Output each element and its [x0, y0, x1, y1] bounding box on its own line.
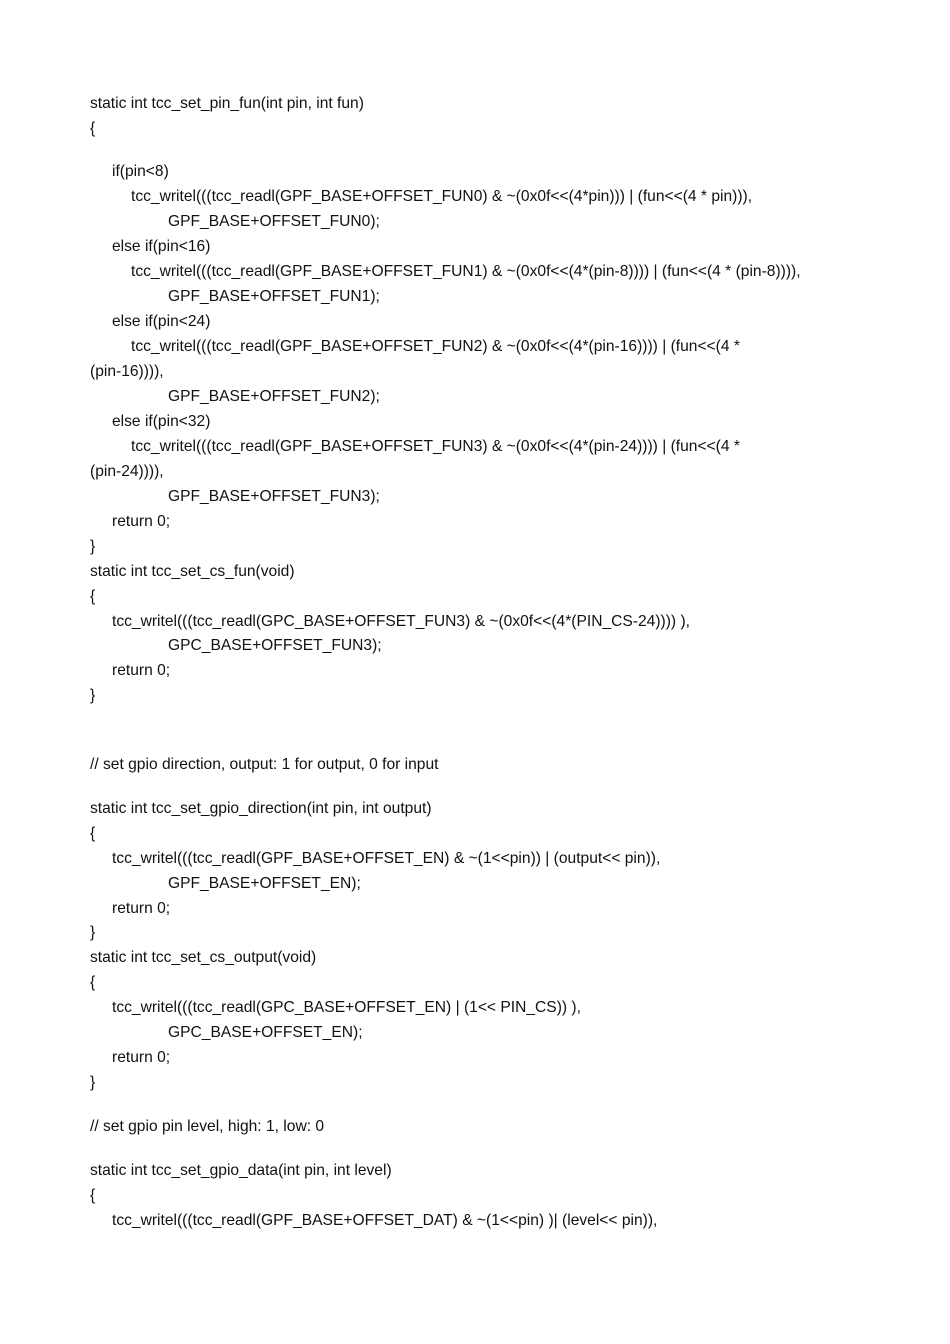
code-line: tcc_writel(((tcc_readl(GPF_BASE+OFFSET_FUN3) & ~(0x0f<<(4*(pin-24)))) | (fun<<(4 * — [131, 438, 740, 455]
code-line: return 0; — [112, 662, 171, 679]
code-line: tcc_writel(((tcc_readl(GPC_BASE+OFFSET_FUN3) & ~(0x0f<<(4*(PIN_CS-24)))) ), — [112, 613, 690, 630]
code-line: tcc_writel(((tcc_readl(GPF_BASE+OFFSET_FUN2) & ~(0x0f<<(4*(pin-16)))) | (fun<<(4 * — [131, 338, 740, 355]
code-line: GPF_BASE+OFFSET_EN); — [168, 875, 361, 892]
code-line: GPF_BASE+OFFSET_FUN1); — [168, 288, 380, 305]
code-line: GPC_BASE+OFFSET_FUN3); — [168, 637, 382, 654]
code-line: static int tcc_set_gpio_direction(int pin, int output) — [90, 800, 432, 817]
code-line: else if(pin<16) — [112, 238, 211, 255]
code-line: tcc_writel(((tcc_readl(GPF_BASE+OFFSET_FUN1) & ~(0x0f<<(4*(pin-8)))) | (fun<<(4 * (pin-8)))), — [131, 263, 801, 280]
code-line: tcc_writel(((tcc_readl(GPF_BASE+OFFSET_DAT) & ~(1<<pin) )| (level<< pin)), — [112, 1212, 658, 1229]
code-line: { — [90, 974, 96, 991]
code-line: tcc_writel(((tcc_readl(GPF_BASE+OFFSET_EN) & ~(1<<pin)) | (output<< pin)), — [112, 850, 661, 867]
code-line: tcc_writel(((tcc_readl(GPF_BASE+OFFSET_FUN0) & ~(0x0f<<(4*pin))) | (fun<<(4 * pin))), — [131, 188, 753, 205]
code-line: { — [90, 588, 96, 605]
comment-line: // set gpio pin level, high: 1, low: 0 — [90, 1118, 325, 1135]
code-line: return 0; — [112, 513, 171, 530]
code-line: { — [90, 825, 96, 842]
code-line: } — [90, 924, 96, 941]
code-line: GPF_BASE+OFFSET_FUN0); — [168, 213, 380, 230]
code-line: { — [90, 1187, 96, 1204]
code-line: if(pin<8) — [112, 163, 169, 180]
code-line: return 0; — [112, 900, 171, 917]
code-line: (pin-16)))), — [90, 363, 164, 380]
code-line: static int tcc_set_cs_output(void) — [90, 949, 317, 966]
code-line: tcc_writel(((tcc_readl(GPC_BASE+OFFSET_EN) | (1<< PIN_CS)) ), — [112, 999, 581, 1016]
code-line: GPC_BASE+OFFSET_EN); — [168, 1024, 363, 1041]
code-line: GPF_BASE+OFFSET_FUN3); — [168, 488, 380, 505]
comment-line: // set gpio direction, output: 1 for output, 0 for input — [90, 756, 439, 773]
code-line: static int tcc_set_gpio_data(int pin, int level) — [90, 1162, 392, 1179]
code-line: } — [90, 1074, 96, 1091]
code-line: } — [90, 538, 96, 555]
code-line: { — [90, 120, 96, 137]
code-line: else if(pin<24) — [112, 313, 211, 330]
code-line: static int tcc_set_cs_fun(void) — [90, 563, 295, 580]
code-line: (pin-24)))), — [90, 463, 164, 480]
code-line: GPF_BASE+OFFSET_FUN2); — [168, 388, 380, 405]
code-line: static int tcc_set_pin_fun(int pin, int fun) — [90, 95, 364, 112]
code-line: return 0; — [112, 1049, 171, 1066]
code-line: } — [90, 687, 96, 704]
code-line: else if(pin<32) — [112, 413, 211, 430]
